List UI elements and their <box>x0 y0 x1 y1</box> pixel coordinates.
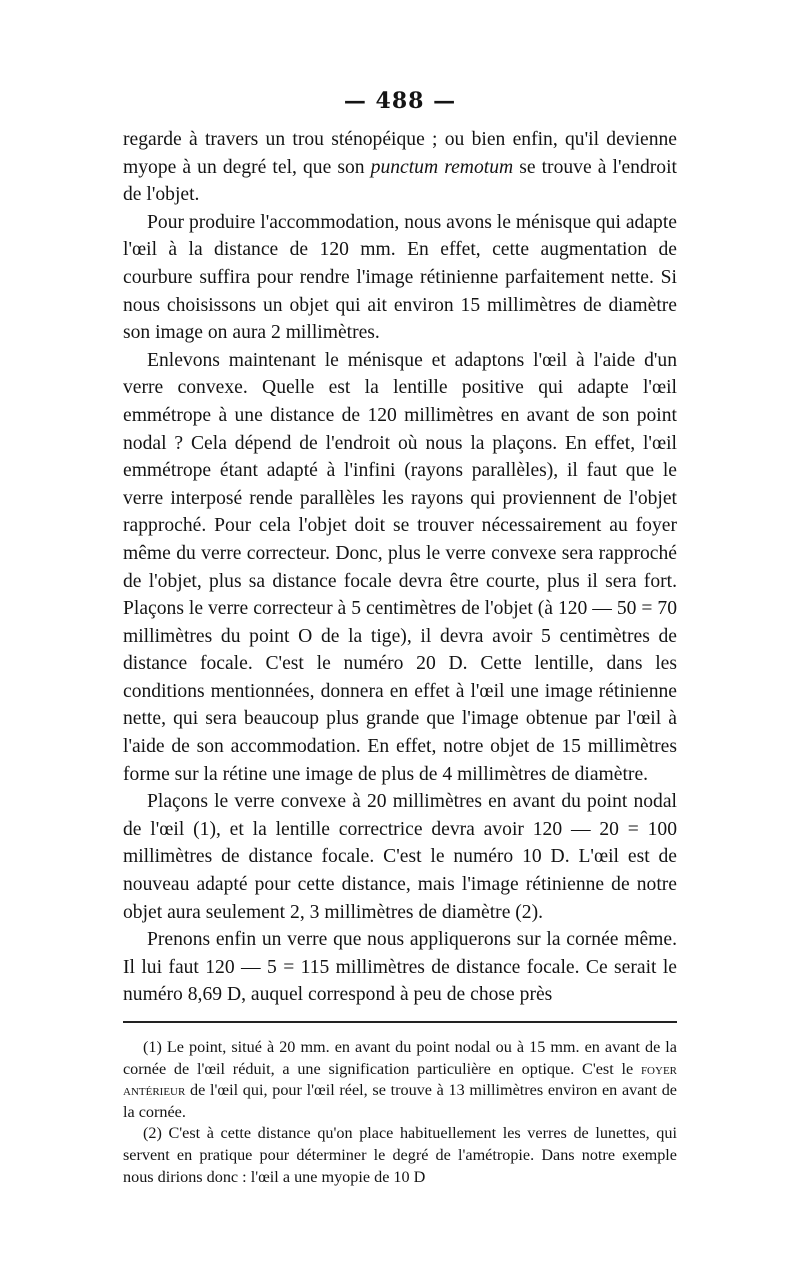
paragraph-1-segment-2: punctum remotum <box>370 156 514 178</box>
paragraph-2-segment-1: Pour produire l'accommodation, nous avons le ménisque qui adapte l'œil à la distance de 120 mm. En effet, cette augmentation de courbure suffira pour rendre l'image rétinienne parfaitement nette. Si nous choisissons un objet qui ait environ 15 millimètres de diamètre son image on aura 2 millimètres. <box>123 211 677 344</box>
paragraph-5-segment-1: Prenons enfin un verre que nous appliquerons sur la cornée même. Il lui faut 120 — 5 = 115 millimètres de distance focale. Ce serait le numéro 8,69 D, auquel correspond à peu de chose près <box>123 929 677 1006</box>
paragraph-4-segment-1: Plaçons le verre convexe à 20 millimètres en avant du point nodal de l'œil (1), et la lentille correctrice devra avoir 120 — 20 = 100 millimètres de distance focale. C'est le numéro 10 D. L'œil est de nouveau adapté pour cette distance, mais l'image rétinienne de notre objet aura seulement 2, 3 millimètres de diamètre (2). <box>123 791 677 923</box>
footnote-separator <box>123 1021 677 1023</box>
footnote-1-segment-2: foyer antérieur <box>123 1059 677 1100</box>
footnotes <box>123 1037 677 1188</box>
paragraph-3 <box>123 347 677 789</box>
paragraph-4 <box>123 788 677 926</box>
footnote-2-segment-1: (2) C'est à cette distance qu'on place habituellement les verres de lunettes, qui servent en pratique pour déterminer le degré de l'amétropie. Dans notre exemple nous dirions donc : l'œil a une myopie de 10 D <box>123 1124 677 1186</box>
paragraph-1-segment-3: se trouve à l'endroit de l'objet. <box>123 156 677 206</box>
body-text <box>123 126 677 1009</box>
paragraph-2 <box>123 209 677 347</box>
paragraph-1 <box>123 126 677 209</box>
paragraph-5 <box>123 926 677 1009</box>
page-number: — 488 — <box>343 88 457 114</box>
paragraph-1-segment-1: regarde à travers un trou sténopéique ; ou bien enfin, qu'il devienne myope à un degré tel, que son <box>123 129 677 178</box>
paragraph-3-segment-1: Enlevons maintenant le ménisque et adaptons l'œil à l'aide d'un verre convexe. Quelle est la lentille positive qui adapte l'œil emmétrope à une distance de 120 millimètres en avant de son point nodal ? Cela dépend de l'endroit où nous la plaçons. En effet, l'œil emmétrope étant adapté à l'infini (rayons parallèles), il faut que le verre interposé rende parallèles les rayons qui proviennent de l'objet rapproché. Pour cela l'objet doit se trouver nécessairement au foyer même du verre correcteur. Donc, plus le verre convexe sera rapproché de l'objet, plus sa distance focale devra être courte, plus il sera fort. Plaçons le verre correcteur à 5 centimètres de l'objet (à 120 — 50 = 70 millimètres du point O de la tige), il devra avoir 5 centimètres de distance focale. C'est le numéro 20 D. Cette lentille, dans les conditions mentionnées, donnera en effet à l'œil une image rétinienne nette, qui sera beaucoup plus grande que l'image obtenue par l'œil à l'aide de son accommodation. En effet, notre objet de 15 millimètres forme sur la rétine une image de plus de 4 millimètres de diamètre. <box>123 349 677 785</box>
footnote-1-segment-3: de l'œil qui, pour l'œil réel, se trouve à 13 millimètres environ en avant de la cornée. <box>123 1081 677 1121</box>
footnote-1 <box>123 1037 677 1123</box>
footnote-2 <box>123 1123 677 1188</box>
footnote-1-segment-1: (1) Le point, situé à 20 mm. en avant du point nodal ou à 15 mm. en avant de la cornée de l'œil réduit, a une signification particulière en optique. C'est le <box>123 1038 677 1078</box>
